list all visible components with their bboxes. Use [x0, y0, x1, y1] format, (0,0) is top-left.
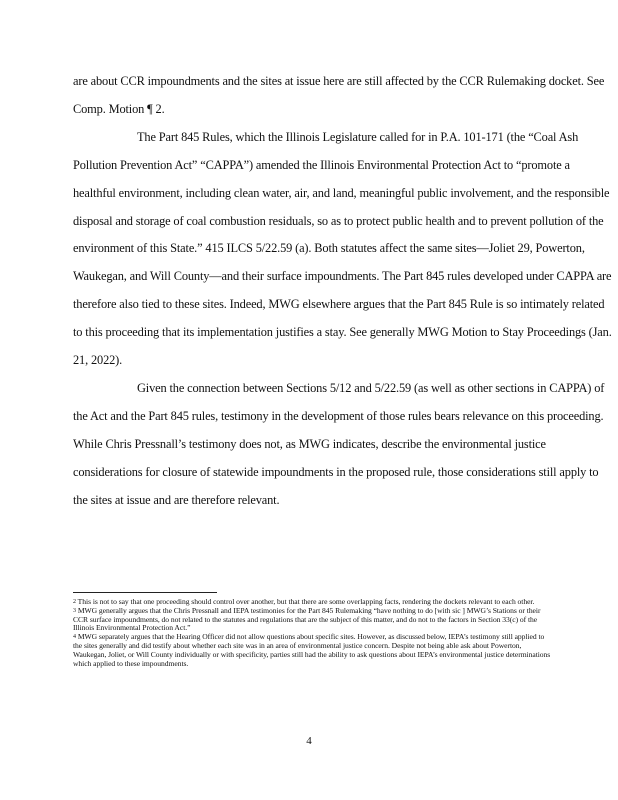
footnote-2-text: This is not to say that one proceeding should control over another, but that there are some overlapping facts, rendering the dockets relevant to each other. — [77, 597, 535, 606]
footnote-4-mark: 4 — [73, 634, 76, 641]
paragraph-part-845-rules: The Part 845 Rules, which the Illinois Legislature called for in P.A. 101-171 (the “Coal Ash Pollution Prevention Act” “CAPPA”) amended the Illinois Environmental Protection Act to “promote a healthful environment, including clean water, air, and land, meaningful public involvement, and the responsible disposal and storage of coal combustion residuals, so as to protect public health and to prevent pollution of the environment of this State.” 415 ILCS 5/22.59 (a). Both statutes affect the same sites—Joliet 29, Powerton, Waukegan, and Will County—and their surface impoundments. The Part 845 rules developed under CAPPA are therefore also tied to these sites. Indeed, MWG elsewhere argues that the Part 845 Rule is so intimately related to this proceeding that its implementation justifies a stay. See generally MWG Motion to Stay Proceedings (Jan. 21, 2022). — [73, 129, 612, 368]
footnotes — [73, 598, 551, 668]
footnote-divider — [73, 592, 217, 593]
paragraph-connection: Given the connection between Sections 5/12 and 5/22.59 (as well as other sections in CAPPA) of the Act and the Part 845 rules, testimony in the development of those rules bears relevance on this proceeding. While Chris Pressnall’s testimony does not, as MWG indicates, describe the environmental justice considerations for closure of statewide impoundments in the proposed rule, those considerations still apply to the sites at issue and are therefore relevant. — [73, 380, 605, 507]
footnote-2-mark: 2 — [73, 599, 76, 605]
page-number: 4 — [306, 735, 312, 747]
footnote-3-mark: 3 — [73, 607, 76, 614]
footnote-4-text: MWG separately argues that the Hearing Officer did not allow questions about specific sites. However, as discussed below, IEPA’s testimony still applied to the sites generally and did testify about whether each site was in an area of environmental justice concern. Despite not being able ask about Powerton, Waukegan, Joliet, or Will County individually or with specificity, parties still had the ability to ask questions about IEPA’s environmental justice determinations which applied to these impoundments. — [73, 632, 551, 668]
paragraph-continuation: are about CCR impoundments and the sites at issue here are still affected by the CCR Rulemaking docket. See Comp. Motion ¶ 2. — [73, 74, 605, 116]
footnote-4 — [73, 633, 551, 668]
footnote-3 — [73, 607, 551, 633]
body-text — [73, 68, 613, 515]
footnote-3-text: MWG generally argues that the Chris Pressnall and IEPA testimonies for the Part 845 Rulemaking “have nothing to do [with sic ] MWG’s Stations or their CCR surface impoundments, do not related to the statutes and regulations that are the subject of this matter, and do not to the factors in Section 33(c) of the Illinois Environmental Protection Act.” — [73, 605, 541, 633]
